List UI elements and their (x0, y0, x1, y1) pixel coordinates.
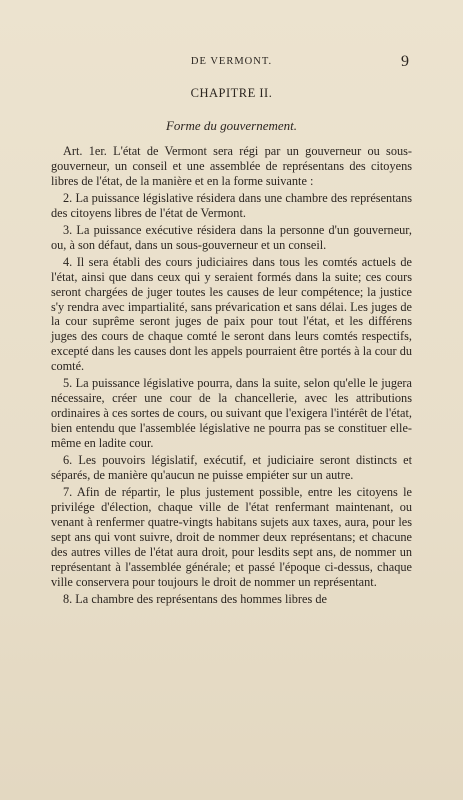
article-6-paragraph: 6. Les pouvoirs législatif, exécutif, et judiciaire seront distincts et séparés, de manière qu'aucun ne puisse empiéter sur un autre. (51, 453, 412, 483)
page-number: 9 (401, 53, 409, 70)
running-head: DE VERMONT. (190, 56, 273, 67)
section-title: Forme du gouvernement. (165, 118, 298, 133)
article-7-paragraph: 7. Afin de répartir, le plus justement possible, entre les citoyens le privilége d'élection, chaque ville de l'état renfermant maintenant, ou venant à renfermer quatre-vingts habitans sujets aux taxes, aura, pour les sept ans qui vont suivre, droit de nommer deux représentans; et chacune des autres villes de l'état aura droit, pour lesdits sept ans, de nommer un représentant à l'assemblée générale; et passé l'époque ci-dessus, chaque ville conservera pour toujours le droit de nommer un représentant. (51, 484, 412, 589)
page-header (52, 53, 411, 76)
chapter-title: CHAPITRE II. (190, 86, 273, 100)
article-3-paragraph: 3. La puissance exécutive résidera dans la personne d'un gouverneur, ou, à son défaut, dans un sous-gouverneur et un conseil. (51, 222, 412, 252)
article-4-paragraph: 4. Il sera établi des cours judiciaires dans tous les comtés actuels de l'état, ainsi que dans ceux qui y seraient formés dans la suite; ces cours seront chargées de juger toutes les causes de leur compétence; la justice s'y rendra avec impartialité, sans prévarication et sans délai. Les juges de la cour suprême seront juges de paix pour tout l'état, et les différens juges des cours de chaque comté le seront dans leurs comtés respectifs, excepté dans les causes dont les appels pourraient être portés à la cour du comté. (51, 254, 412, 374)
article-5-paragraph: 5. La puissance législative pourra, dans la suite, selon qu'elle le jugera nécessaire, créer une cour de la chancellerie, avec les attributions ordinaires à ces sortes de cours, ou suivant que l'exigera l'intérêt de l'état, bien entendu que l'assemblée législative ne pourra pas se constituer elle-même en ladite cour. (51, 376, 412, 451)
article-2-paragraph: 2. La puissance législative résidera dans une chambre des représentans des citoyens libres de l'état de Vermont. (51, 190, 412, 220)
body-text (51, 144, 412, 607)
article-1-paragraph: Art. 1er. L'état de Vermont sera régi par un gouverneur ou sous-gouverneur, un conseil et une assemblée de représentans des citoyens libres de l'état, de la manière et en la forme suivante : (51, 144, 412, 188)
article-8-paragraph: 8. La chambre des représentans des hommes libres de (63, 591, 327, 606)
